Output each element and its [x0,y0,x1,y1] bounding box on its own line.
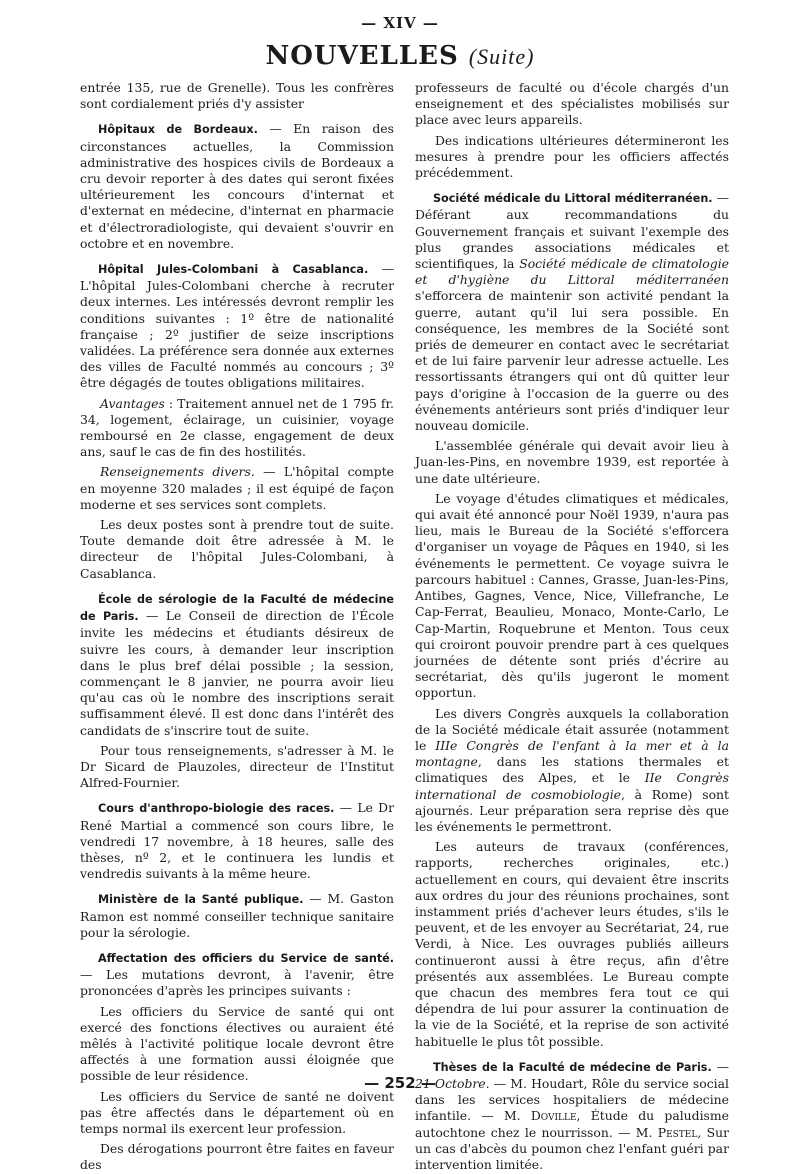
paragraph: Les officiers du Service de santé qui ont exercé des fonctions électives ou auraient été mêlés à l'activité politique locale devront être affectés à une formation aussi éloignée que possible de leur résidence. [80,1003,394,1084]
section-anthropo-biologie [80,800,394,882]
paragraph: Des indications ultérieures détermineront les mesures à prendre pour les officiers affectés précédemment. [415,132,729,181]
paragraph [80,396,394,461]
section-text: — Déférant aux recommandations du Gouvernement français et suivant l'exemple des plus grandes associations médicales et scientifiques, la [415,190,729,272]
section-text: — Le Dr René Martial a commencé son cours libre, le vendredi 17 novembre, à 18 heures, salle des thèses, nº 2, et le continuera les lundis et vendredis suivants à la même heure. [80,800,395,882]
paragraph [80,464,394,513]
section-text: — Le Conseil de direction de l'École invite les médecins et étudiants désireux de suivre les cours, à demander leur inscription dans le plus bref délai possible ; la session, commençant le 8 janvier, ne pourra avoir lieu qu'au cas où le nombre des inscriptions serait suffisamment élevé. Il est donc dans l'intérêt des candidats de s'inscrire tout de suite. [80,608,394,738]
section-heading: Affectation des officiers du Service de santé. [98,951,394,965]
page-number: — 252 — [364,1074,436,1092]
section-ministere [80,891,394,941]
paragraph: Les deux postes sont à prendre tout de suite. Toute demande doit être adressée à M. le directeur de l'hôpital Jules-Colombani, à Casablanca. [80,517,394,581]
section-heading: Cours d'anthropo-biologie des races. [98,802,335,816]
section-text: — En raison des circonstances actuelles, la Commission administrative des hospices civils de Bordeaux a cru devoir reporter à des dates qui seront fixées ultérieurement les concours d'internat et d'externat en médecine, d'internat en pharmacie et d'électroradiologiste, qui devaient s'ouvrir en octobre et en novembre. [80,121,394,251]
section-serologie [80,591,394,791]
paragraph [415,706,729,836]
paragraph: L'assemblée générale qui devait avoir lieu à Juan-les-Pins, en novembre 1939, est reportée à une date ultérieure. [415,438,729,486]
congress-name: IIe Congrès international de cosmobiologie [415,770,729,802]
author-name: Pestel [657,1124,698,1140]
intro-paragraph: entrée 135, rue de Grenelle). Tous les confrères sont cordialement priés d'y assister [80,80,394,112]
section-affectation [80,950,394,1174]
renseignements-label: Renseignements divers. [100,464,255,480]
section-heading: Hôpital Jules-Colombani à Casablanca. [98,263,369,277]
left-column [80,80,395,1173]
society-name: Société médicale de climatologie et d'hygiène du Littoral méditerranéen [415,256,729,288]
paragraph [80,591,394,739]
section-text: s'efforcera de maintenir son activité pendant la guerre, autant qu'il lui sera possible. En conséquence, les membres de la Société sont priés de demeurer en contact avec le secrétariat et de lui faire parvenir leur adresse actuelle. Les ressortissants étrangers qui ont dû quitter leur pays d'origine à l'occasion de la guerre ou des événements antérieurs sont priés d'indiquer leur nouveau domicile. [415,288,729,434]
text: , à Rome) sont ajournés. Leur préparation sera reprise dès que les événements le permettront. [415,786,729,834]
avantages-text: : Traitement annuel net de 1 795 fr. 34, logement, éclairage, un cuisinier, voyage remboursé en 2e classe, engagement de deux ans, sauf le cas de fin des hostilités. [80,395,394,460]
continuation-paragraph: professeurs de faculté ou d'école chargés d'un enseignement et des spécialistes mobilisés sur place avec leurs appareils. [415,80,729,128]
paragraph [415,190,729,434]
paragraph: Des dérogations pourront être faites en faveur des [80,1141,394,1173]
thesis-date: 21 Octobre. [415,1075,490,1091]
section-heading: Thèses de la Faculté de médecine de Paris. [433,1060,712,1074]
avantages-label: Avantages [100,395,165,411]
paragraph [80,891,394,941]
renseignements-text: — L'hôpital compte en moyenne 320 malades ; il est équipé de façon moderne et ses services sont complets. [80,464,395,512]
paragraph: Les auteurs de travaux (conférences, rapports, recherches originales, etc.) actuellement en cours, qui devaient être inscrits aux ordres du jour des réunions prochaines, sont instamment priés d'achever leurs études, s'ils le peuvent, et de les envoyer au Secrétariat, 24, rue Verdi, à Nice. Les ouvrages publiés ailleurs continueront aussi à être reçus, afin d'être présentés aux assemblées. Le Bureau compte que chacun des membres fera tout ce qui dépendra de lui pour assurer la continuation de la vie de la Société, et la reprise de son activité habituelle le plus tôt possible. [415,839,729,1049]
right-column [415,80,730,1172]
roman-page-header: — XIV — [361,14,439,32]
section-heading: Hôpitaux de Bordeaux. [98,123,258,137]
section-heading: Ministère de la Santé publique. [98,893,304,907]
paragraph: Pour tous renseignements, s'adresser à M. le Dr Sicard de Plauzoles, directeur de l'Institut Alfred-Fournier. [80,742,394,791]
text: — [711,1058,729,1074]
text: , Sur un cas d'abcès du poumon chez l'enfant guéri par intervention limitée. [415,1124,729,1172]
title-text: NOUVELLES [265,41,459,71]
paragraph [80,950,394,1000]
text: Les divers Congrès auxquels la collaboration de la Société médicale était assurée (notamment le [415,705,729,753]
section-heading: École de sérologie de la Faculté de médecine de Paris. [80,592,394,624]
paragraph: Les officiers du Service de santé ne doivent pas être affectés dans le département où en temps normal ils exercent leur profession. [80,1088,394,1136]
paragraph [80,800,394,882]
paragraph [80,121,394,252]
text: , Étude du paludisme autochtone chez le nourrisson. — M. [415,1108,729,1140]
page-title [0,41,800,72]
text: , dans les stations thermales et climatiques des Alpes, et le [415,754,729,786]
section-text: — M. Gaston Ramon est nommé conseiller technique sanitaire pour la sérologie. [80,891,394,940]
paragraph [80,261,394,392]
section-text: — Les mutations devront, à l'avenir, être prononcées d'après les principes suivants : [80,967,394,999]
section-casablanca [80,261,394,582]
title-suffix: (Suite) [468,44,535,69]
section-societe-medicale [415,190,729,1050]
congress-name: IIIe Congrès de l'enfant à la mer et à la montagne [415,737,730,770]
author-name: Doville [530,1108,577,1124]
text: — M. Houdart, Rôle du service social dans les services hospitaliers de médecine infantile. — M. [415,1075,729,1124]
section-text: — L'hôpital Jules-Colombani cherche à recruter deux internes. Les intéressés devront remplir les conditions suivantes : 1º être de nationalité française ; 2º justifier de seize inscriptions validées. La préférence sera donnée aux externes des villes de Faculté nommés au concours ; 3º être dégagés de toutes obligations militaires. [80,261,394,391]
section-bordeaux [80,121,394,252]
section-heading: Société médicale du Littoral méditerranéen. [433,192,713,206]
paragraph: Le voyage d'études climatiques et médicales, qui avait été annoncé pour Noël 1939, n'aura pas lieu, mais le Bureau de la Société s'efforcera d'organiser un voyage de Pâques en 1940, si les événements le permettent. Ce voyage suivra le parcours habituel : Cannes, Grasse, Juan-les-Pins, Antibes, Gagnes, Vence, Nice, Villefranche, Le Cap-Ferrat, Beaulieu, Monaco, Monte-Carlo, Le Cap-Martin, Roquebrune et Menton. Tous ceux qui croiront pouvoir prendre part à ces quelques journées de détente sont priés d'écrire au secrétariat, dès qu'ils jugeront le moment opportun. [415,490,729,701]
